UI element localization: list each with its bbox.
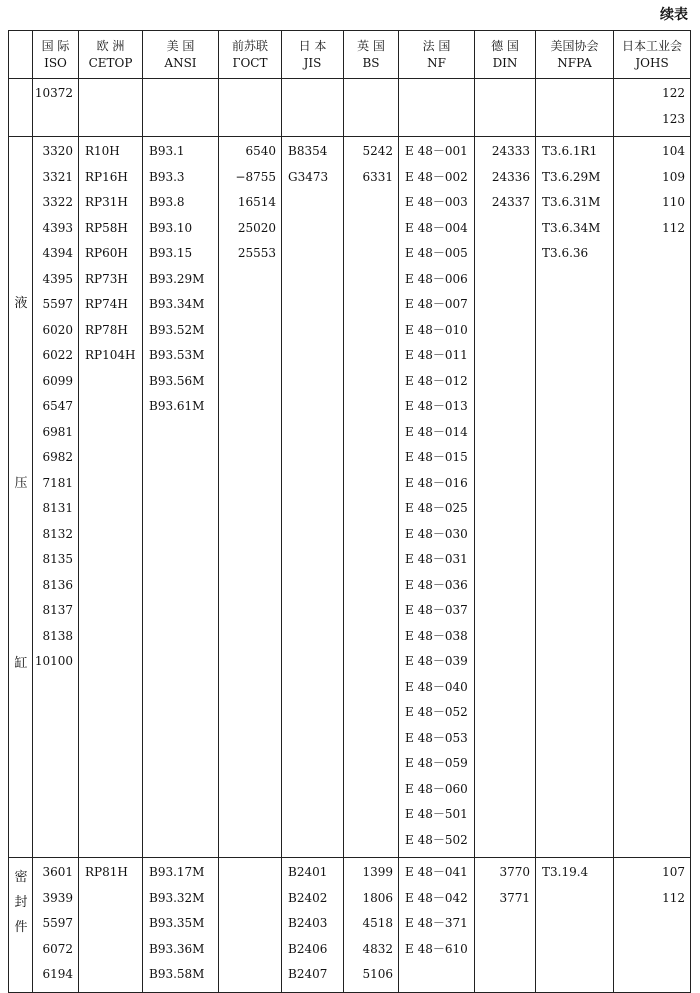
standard-code: 4395: [42, 271, 73, 286]
standard-code: 25553: [237, 246, 276, 260]
standard-code: 24336: [491, 169, 530, 184]
standard-code: E 48－036: [405, 577, 468, 592]
standard-code: 112: [662, 220, 685, 235]
cell-nf: [399, 137, 475, 858]
category-char: 密: [14, 870, 28, 885]
cell-gost: [219, 79, 282, 137]
cell-cetop: [79, 79, 143, 137]
cell-jis: [282, 137, 344, 858]
cell-cetop: [79, 137, 143, 858]
standard-code: B93.52M: [149, 322, 205, 337]
standard-code: 4394: [42, 246, 73, 260]
standard-code: 6981: [42, 424, 73, 439]
standard-code: 6020: [42, 322, 73, 337]
standard-code: 5242: [362, 144, 393, 158]
cell-jis: [282, 79, 344, 137]
cell-nfpa: [536, 858, 614, 993]
cell-nfpa: [536, 137, 614, 858]
standard-code: B93.56M: [149, 373, 205, 388]
standard-code: B2402: [288, 890, 328, 905]
standard-code: 6331: [362, 169, 393, 184]
cell-nf: [399, 79, 475, 137]
standard-code: B93.3: [149, 169, 185, 184]
standard-code: E 48－038: [405, 628, 468, 643]
category-char: 液: [14, 296, 28, 311]
cell-bs: [344, 858, 399, 993]
header-johs: 日本工业会 JOHS: [614, 31, 691, 79]
standard-code: B93.17M: [149, 865, 205, 879]
standard-code: E 48－052: [405, 705, 468, 719]
standard-code: E 48－059: [405, 756, 468, 770]
cell-gost: [219, 858, 282, 993]
standard-code: RP81H: [85, 865, 128, 879]
standard-code: 8137: [42, 603, 73, 617]
standard-code: E 48－042: [405, 890, 468, 905]
standard-code: 110: [662, 195, 685, 209]
standard-code: RP60H: [85, 246, 128, 260]
category-char: 缸: [14, 656, 28, 671]
cell-cetop: [79, 858, 143, 993]
standard-code: 3770: [499, 865, 530, 879]
standard-code: E 48－004: [405, 220, 468, 235]
cell-gost: [219, 137, 282, 858]
standard-code: 3320: [42, 144, 73, 158]
standard-code: E 48－002: [405, 169, 468, 184]
header-ansi: 美 国 ANSI: [143, 31, 219, 79]
cell-nf: [399, 858, 475, 993]
standard-code: E 48－014: [405, 424, 468, 439]
standard-code: B2403: [288, 916, 328, 930]
standard-code: B2406: [288, 941, 328, 956]
standard-code: E 48－031: [405, 552, 468, 566]
standard-code: RP58H: [85, 220, 128, 235]
standard-code: B93.32M: [149, 890, 205, 905]
standard-code: RP16H: [85, 169, 128, 184]
table-body: [9, 79, 691, 993]
standard-code: 3321: [42, 169, 73, 184]
standard-code: 104: [662, 144, 685, 158]
standard-code: 8132: [42, 526, 73, 541]
standard-code: 6540: [245, 144, 276, 158]
category-char: 件: [14, 920, 28, 935]
standard-code: E 48－010: [405, 322, 468, 337]
cell-ansi: [143, 858, 219, 993]
section-row: [9, 858, 691, 993]
cell-nfpa: [536, 79, 614, 137]
standard-code: 6982: [42, 450, 73, 464]
standard-code: E 48－001: [405, 144, 468, 158]
standard-code: E 48－011: [405, 348, 468, 362]
standard-code: B93.1: [149, 144, 185, 158]
standard-code: 16514: [237, 195, 276, 209]
standard-code: B93.61M: [149, 399, 205, 413]
header-bs: 英 国 BS: [344, 31, 399, 79]
standard-code: B93.29M: [149, 271, 205, 286]
standard-code: 7181: [42, 475, 73, 490]
table-caption: 续表: [660, 7, 688, 23]
header-row: [9, 31, 691, 79]
standard-code: −8755: [235, 169, 276, 184]
category-cell: [9, 79, 33, 137]
standard-code: RP104H: [85, 348, 136, 362]
category-cell: [9, 137, 33, 858]
standard-code: 25020: [237, 220, 276, 235]
header-iso: 国 际 ISO: [33, 31, 79, 79]
category-char: 封: [14, 895, 28, 910]
standard-code: B93.58M: [149, 967, 205, 981]
cell-johs: [614, 858, 691, 993]
standard-code: 5597: [42, 916, 73, 930]
standard-code: 3939: [42, 890, 73, 905]
standard-code: E 48－501: [405, 807, 468, 821]
standard-code: RP74H: [85, 297, 128, 311]
standard-code: E 48－502: [405, 832, 468, 847]
standard-code: T3.6.29M: [542, 169, 601, 184]
standard-code: 122: [662, 86, 685, 100]
standard-code: E 48－012: [405, 373, 468, 388]
standard-code: 3601: [42, 865, 73, 879]
standard-code: B2407: [288, 967, 328, 981]
standards-table: [8, 30, 691, 993]
header-jis: 日 本 JIS: [282, 31, 344, 79]
standard-code: B93.10: [149, 220, 193, 235]
standard-code: E 48－041: [405, 865, 468, 879]
standard-code: B8354: [288, 144, 328, 158]
standard-code: 123: [662, 111, 685, 126]
standard-code: 6194: [42, 967, 73, 981]
standard-code: B93.36M: [149, 941, 205, 956]
cell-ansi: [143, 137, 219, 858]
standard-code: 112: [662, 890, 685, 905]
standard-code: B2401: [288, 865, 328, 879]
standard-code: 10372: [34, 86, 73, 100]
cell-iso: [33, 79, 79, 137]
standard-code: E 48－037: [405, 603, 468, 617]
standard-code: E 48－013: [405, 399, 468, 413]
cell-bs: [344, 79, 399, 137]
standard-code: E 48－015: [405, 450, 468, 464]
standard-code: 3771: [499, 890, 530, 905]
standard-code: E 48－039: [405, 654, 468, 668]
standard-code: 8131: [42, 501, 73, 515]
standard-code: 24337: [491, 195, 530, 209]
standard-code: 1806: [362, 890, 393, 905]
standard-code: E 48－005: [405, 246, 468, 260]
standard-code: RP78H: [85, 322, 128, 337]
standard-code: E 48－053: [405, 730, 468, 745]
header-cetop: 欧 洲 CETOP: [79, 31, 143, 79]
standard-code: 3322: [42, 195, 73, 209]
standard-code: 4832: [362, 941, 393, 956]
standard-code: 1399: [362, 865, 393, 879]
cell-bs: [344, 137, 399, 858]
standard-code: 6072: [42, 941, 73, 956]
standard-code: RP73H: [85, 271, 128, 286]
standard-code: 5106: [362, 967, 393, 981]
header-category: [9, 31, 33, 79]
standard-code: B93.15: [149, 246, 193, 260]
standard-code: B93.35M: [149, 916, 205, 930]
standard-code: 6022: [42, 348, 73, 362]
standard-code: R10H: [85, 144, 120, 158]
cell-din: [475, 137, 536, 858]
standard-code: E 48－371: [405, 916, 468, 930]
standard-code: 4393: [42, 220, 73, 235]
standard-code: 10100: [34, 654, 73, 668]
section-row: [9, 79, 691, 137]
standard-code: 8136: [42, 577, 73, 592]
standard-code: 8138: [42, 628, 73, 643]
standard-code: G3473: [288, 169, 329, 184]
standard-code: 6547: [42, 399, 73, 413]
standard-code: E 48－030: [405, 526, 468, 541]
standard-code: E 48－007: [405, 297, 468, 311]
cell-din: [475, 858, 536, 993]
cell-iso: [33, 858, 79, 993]
standard-code: T3.6.1R1: [542, 144, 598, 158]
standard-code: T3.6.36: [542, 246, 589, 260]
cell-iso: [33, 137, 79, 858]
standard-code: E 48－006: [405, 271, 468, 286]
cell-jis: [282, 858, 344, 993]
standard-code: E 48－060: [405, 781, 468, 796]
standard-code: T3.6.34M: [542, 220, 601, 235]
cell-johs: [614, 79, 691, 137]
category-char: 压: [14, 476, 28, 491]
header-nfpa: 美国协会 NFPA: [536, 31, 614, 79]
standard-code: E 48－003: [405, 195, 468, 209]
standard-code: 8135: [42, 552, 73, 566]
standard-code: 24333: [491, 144, 530, 158]
standard-code: E 48－016: [405, 475, 468, 490]
standard-code: 6099: [42, 373, 73, 388]
standard-code: 5597: [42, 297, 73, 311]
standard-code: E 48－610: [405, 941, 468, 956]
category-cell: [9, 858, 33, 993]
standard-code: 4518: [362, 916, 393, 930]
standard-code: B93.34M: [149, 297, 205, 311]
standard-code: 107: [662, 865, 685, 879]
standard-code: E 48－040: [405, 679, 468, 694]
standard-code: B93.53M: [149, 348, 205, 362]
cell-johs: [614, 137, 691, 858]
header-din: 德 国 DIN: [475, 31, 536, 79]
standard-code: B93.8: [149, 195, 185, 209]
standard-code: RP31H: [85, 195, 128, 209]
standard-code: 109: [662, 169, 685, 184]
standard-code: E 48－025: [405, 501, 468, 515]
section-row: [9, 137, 691, 858]
standard-code: T3.6.31M: [542, 195, 601, 209]
cell-din: [475, 79, 536, 137]
cell-ansi: [143, 79, 219, 137]
standard-code: T3.19.4: [542, 865, 589, 879]
header-nf: 法 国 NF: [399, 31, 475, 79]
header-gost: 前苏联 ГОСТ: [219, 31, 282, 79]
